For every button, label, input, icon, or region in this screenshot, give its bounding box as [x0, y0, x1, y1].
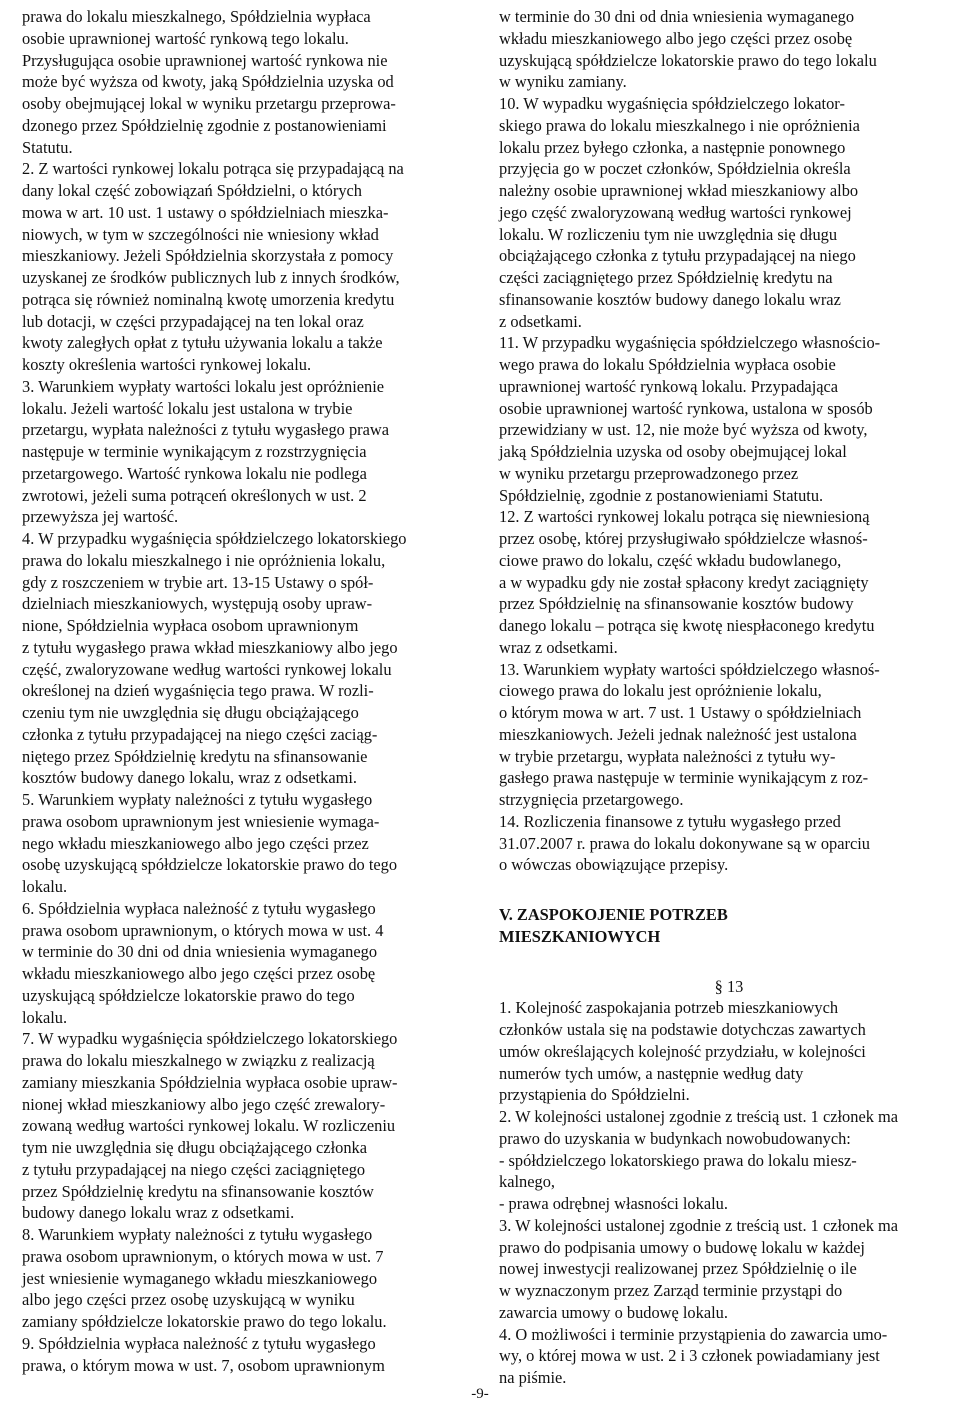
page-number: -9- — [471, 1386, 489, 1402]
left-column-line: część, zwaloryzowane według wartości rynkowej lokalu — [22, 659, 392, 679]
left-column-line: zamiany mieszkania Spółdzielnia wypłaca osobie upraw- — [22, 1072, 398, 1092]
section-heading-line-2: MIESZKANIOWYCH — [499, 926, 661, 946]
left-column-line: 6. Spółdzielnia wypłaca należność z tytułu wygasłego — [22, 898, 376, 918]
left-column-line: z tytułu przypadającej na niego części zaciągniętego — [22, 1159, 366, 1179]
left-column-line: może być wyższa od kwoty, jaką Spółdzielnia uzyska od — [22, 72, 394, 92]
right-column-a-line: przewidziany w ust. 12, nie może być wyższa od kwoty, — [499, 420, 868, 440]
left-column-line: przetargu, wypłata należności z tytułu wygasłego prawa — [22, 420, 389, 440]
right-column-a-line: uprawnionej wartość rynkową lokalu. Przypadająca — [499, 376, 839, 396]
left-column-line: 4. W przypadku wygaśnięcia spółdzielczego lokatorskiego — [22, 529, 407, 548]
right-column-a-line: 11. W przypadku wygaśnięcia spółdzielczego własnościo- — [499, 333, 881, 353]
left-column-line: lokalu. Jeżeli wartość lokalu jest ustalona w trybie — [22, 398, 353, 418]
left-column-line: lokalu. — [22, 877, 68, 896]
right-column — [499, 6, 939, 1389]
left-column-line: koszty określenia wartości rynkowej lokalu. — [22, 355, 312, 374]
left-column-line: następuje w terminie wynikającym z rozstrzygnięcia — [22, 442, 367, 461]
right-column-a-line: ciowego prawa do lokalu jest opróżnienie lokalu, — [499, 681, 822, 701]
right-column-a-line: uzyskującą spółdzielcze lokatorskie prawo do tego lokalu — [499, 50, 877, 70]
left-column-line: mowa w art. 10 ust. 1 ustawy o spółdzielniach mieszka- — [22, 202, 389, 222]
left-column-line: 7. W wypadku wygaśnięcia spółdzielczego lokatorskiego — [22, 1029, 398, 1049]
right-column-a-line: należny osobie uprawnionej wkład mieszkaniowy albo — [499, 181, 859, 200]
left-column-line: mieszkaniowy. Jeżeli Spółdzielnia skorzystała z pomocy — [22, 246, 394, 266]
left-column-line: prawa do lokalu mieszkalnego w związku z realizacją — [22, 1051, 375, 1070]
left-column-line: 8. Warunkiem wypłaty należności z tytułu wygasłego — [22, 1225, 373, 1244]
left-column-line: gdy z roszczeniem w trybie art. 13-15 Ustawy o spół- — [22, 572, 374, 592]
right-column-a-line: 12. Z wartości rynkowej lokalu potrąca się niewniesioną — [499, 507, 870, 527]
left-column-line: osobę uzyskującą spółdzielcze lokatorskie prawo do tego — [22, 855, 398, 875]
right-column-b-line: wy, o której mowa w ust. 2 i 3 członek powiadamiany jest — [499, 1346, 880, 1366]
left-column-line: zwrotowi, jeżeli suma potrąceń określonych w ust. 2 — [22, 485, 367, 505]
left-column-line: nego wkładu mieszkaniowego albo jego części przez — [22, 833, 369, 853]
right-column-b-line: numerów tych umów, a następnie według daty — [499, 1063, 804, 1083]
left-column-line: prawa, o którym mowa w ust. 7, osobom uprawnionym — [22, 1355, 385, 1375]
left-column-line: jest wniesienie wymaganego wkładu mieszkaniowego — [22, 1268, 378, 1288]
left-column-line: dzonego przez Spółdzielnię zgodnie z postanowieniami — [22, 115, 387, 135]
left-column-line: zamiany spółdzielcze lokatorskie prawo do tego lokalu. — [22, 1312, 387, 1331]
right-column-a-line: osobie uprawnionej wartość rynkowa, ustalona w sposób — [499, 398, 873, 418]
left-column-line: 3. Warunkiem wypłaty wartości lokalu jest opróżnienie — [22, 376, 385, 396]
right-column-b-line: 4. O możliwości i terminie przystąpienia do zawarcia umo- — [499, 1324, 888, 1344]
left-column-line: członka z tytułu przypadającej na niego części zaciąg- — [22, 724, 378, 744]
right-column-a-line: skiego prawa do lokalu mieszkalnego i nie opróżnienia — [499, 115, 860, 135]
left-column-line: z tytułu wygasłego prawa wkład mieszkaniowy albo jego — [22, 637, 398, 657]
right-column-a-line: jaką Spółdzielnia uzyska od osoby obejmującej lokal — [499, 442, 847, 461]
right-column-a-line: mieszkaniowych. Jeżeli jednak należność jest ustalona — [499, 724, 857, 744]
right-column-part-b — [499, 997, 939, 1389]
left-column-line: dany lokal część zobowiązań Spółdzielni, o których — [22, 181, 362, 200]
right-column-b-line: zawarcia umowy o budowę lokalu. — [499, 1302, 728, 1322]
right-column-b-line: na piśmie. — [499, 1368, 567, 1387]
left-column-line: nionej wkład mieszkaniowy albo jego część zrewalory- — [22, 1094, 386, 1114]
left-column-line: 2. Z wartości rynkowej lokalu potrąca się przypadającą na — [22, 159, 404, 179]
left-column-line: prawa osobom uprawnionym, o których mowa w ust. 7 — [22, 1246, 384, 1266]
left-column-line: kwoty zaległych opłat z tytułu używania lokalu a także — [22, 333, 383, 353]
left-column-line: uzyskanej ze środków publicznych lub z innych środków, — [22, 268, 400, 287]
left-column-line: w terminie do 30 dni od dnia wniesienia wymaganego — [22, 942, 378, 962]
left-column-line: przewyższa jej wartość. — [22, 507, 179, 527]
left-column-line: wkładu mieszkaniowego albo jego części przez osobę — [22, 964, 376, 983]
right-column-a-line: gasłego prawa następuje w terminie wynikającym z roz- — [499, 768, 869, 788]
section-sign: § 13 — [714, 976, 744, 996]
left-column-line: lub dotacji, w części przypadającej na ten lokal oraz — [22, 311, 364, 331]
right-column-a-line: lokalu przez byłego członka, a następnie ponownego — [499, 137, 846, 157]
right-column-b-line: w wyznaczonym przez Zarząd terminie przystąpi do — [499, 1281, 843, 1300]
left-column-line: nione, Spółdzielnia wypłaca osobom uprawnionym — [22, 616, 359, 635]
right-column-b-line: - spółdzielczego lokatorskiego prawa do lokalu miesz- — [499, 1150, 857, 1170]
right-column-a-line: jego część zwaloryzowaną według wartości rynkowej — [499, 202, 852, 222]
left-column-line: kosztów budowy danego lokalu, wraz z odsetkami. — [22, 768, 358, 788]
right-column-a-line: sfinansowanie kosztów budowy danego lokalu wraz — [499, 289, 841, 309]
right-column-a-line: przyjęcia go w poczet członków, Spółdzielnia określa — [499, 159, 851, 179]
right-column-a-line: wego prawa do lokalu Spółdzielnia wypłaca osobie — [499, 355, 836, 374]
left-column-line: tym nie uwzględnia się długu obciążającego członka — [22, 1138, 367, 1157]
left-column-line: prawa osobom uprawnionym jest wniesienie wymaga- — [22, 811, 380, 831]
right-column-a-line: obciążającego członka z tytułu przypadającej na niego — [499, 246, 856, 266]
right-column-a-line: o wówczas obowiązujące przepisy. — [499, 855, 729, 875]
right-column-b-line: członków ustala się na podstawie dotychczas zawartych — [499, 1020, 866, 1039]
right-column-b-line: nowej inwestycji realizowanej przez Spółdzielnię o ile — [499, 1259, 857, 1279]
right-column-b-line: prawo do uzyskania w budynkach nowobudowanych: — [499, 1128, 851, 1148]
right-column-a-line: wkładu mieszkaniowego albo jego części przez osobę — [499, 28, 853, 48]
right-column-b-line: 1. Kolejność zaspokajania potrzeb mieszkaniowych — [499, 998, 839, 1018]
right-column-a-line: w trybie przetargu, wypłata należności z tytułu wy- — [499, 746, 836, 766]
right-column-b-line: - prawa odrębnej własności lokalu. — [499, 1194, 728, 1213]
right-column-a-line: przez osobę, której przysługiwało spółdzielcze własnoś- — [499, 529, 868, 548]
right-column-a-line: a w wypadku gdy nie został spłacony kredyt zaciągnięty — [499, 572, 869, 592]
left-column-line: budowy danego lokalu wraz z odsetkami. — [22, 1203, 295, 1223]
left-column-line: 5. Warunkiem wypłaty należności z tytułu wygasłego — [22, 790, 373, 809]
section-heading — [499, 904, 939, 948]
right-column-a-line: o którym mowa w art. 7 ust. 1 Ustawy o spółdzielniach — [499, 703, 862, 722]
right-column-b-line: umów określających kolejność przydziału, w kolejności — [499, 1041, 866, 1061]
left-column-line: niętego przez Spółdzielnię kredytu na sfinansowanie — [22, 746, 368, 766]
right-column-part-a — [499, 6, 939, 876]
right-column-b-line: kalnego, — [499, 1172, 555, 1192]
left-column-line: 9. Spółdzielnia wypłaca należność z tytułu wygasłego — [22, 1333, 376, 1353]
right-column-b-line: przystąpienia do Spółdzielni. — [499, 1085, 690, 1105]
left-column-line: albo jego części przez osobę uzyskującą w wyniku — [22, 1290, 355, 1310]
right-column-a-line: 10. W wypadku wygaśnięcia spółdzielczego lokator- — [499, 94, 845, 113]
right-column-a-line: 13. Warunkiem wypłaty wartości spółdzielczego własnoś- — [499, 659, 880, 679]
left-column-line: Przysługująca osobie uprawnionej wartość rynkowa nie — [22, 50, 388, 70]
left-column — [22, 6, 462, 1376]
left-column-line: niowych, w tym w szczególności nie wniesiony wkład — [22, 224, 379, 244]
left-column-line: potrąca się również nominalną kwotę umorzenia kredytu — [22, 289, 395, 309]
left-column-line: czeniu tym nie uwzględnia się długu obciążającego — [22, 703, 359, 722]
right-column-a-line: danego lokalu – potrąca się kwotę niespłaconego kredytu — [499, 616, 875, 635]
right-column-a-line: lokalu. W rozliczeniu tym nie uwzględnia się długu — [499, 224, 838, 244]
right-column-a-line: 31.07.2007 r. prawa do lokalu dokonywane są w oparciu — [499, 833, 870, 853]
right-column-a-line: 14. Rozliczenia finansowe z tytułu wygasłego przed — [499, 811, 841, 831]
left-column-line: osoby obejmującej lokal w wyniku przetargu przeprowa- — [22, 94, 396, 113]
right-column-a-line: części zaciągniętego przez Spółdzielnię kredytu na — [499, 268, 833, 287]
left-column-line: prawa osobom uprawnionym, o których mowa w ust. 4 — [22, 920, 384, 940]
right-column-a-line: strzygnięcia przetargowego. — [499, 790, 684, 809]
left-column-line: Statutu. — [22, 137, 73, 157]
right-column-b-line: 2. W kolejności ustalonej zgodnie z treścią ust. 1 członek ma — [499, 1107, 899, 1126]
left-column-line: zowaną według wartości rynkowej lokalu. W rozliczeniu — [22, 1116, 396, 1136]
right-column-a-line: ciowe prawo do lokalu, część wkładu budowlanego, — [499, 550, 842, 570]
left-column-line: uzyskującą spółdzielcze lokatorskie prawo do tego — [22, 985, 355, 1005]
left-column-line: przetargowego. Wartość rynkowa lokalu nie podlega — [22, 463, 367, 483]
right-column-a-line: przez Spółdzielnię na sfinansowanie kosztów budowy — [499, 594, 854, 614]
left-column-line: prawa do lokalu mieszkalnego, Spółdzielnia wypłaca — [22, 7, 371, 26]
right-column-a-line: w wyniku przetargu przeprowadzonego przez — [499, 463, 799, 483]
right-column-a-line: wraz z odsetkami. — [499, 637, 618, 657]
right-column-a-line: w terminie do 30 dni od dnia wniesienia wymaganego — [499, 7, 855, 26]
left-column-line: osobie uprawnionej wartość rynkową tego lokalu. — [22, 28, 349, 48]
right-column-b-line: prawo do podpisania umowy o budowę lokalu w każdej — [499, 1237, 865, 1257]
section-heading-line-1: V. ZASPOKOJENIE POTRZEB — [499, 905, 728, 924]
left-column-line: lokalu. — [22, 1007, 68, 1027]
right-column-b-line: 3. W kolejności ustalonej zgodnie z treścią ust. 1 członek ma — [499, 1215, 899, 1235]
left-column-line: dzielniach mieszkaniowych, występują osoby upraw- — [22, 594, 373, 614]
right-column-a-line: Spółdzielnię, zgodnie z postanowieniami Statutu. — [499, 485, 824, 505]
left-column-line: określonej na dzień wygaśnięcia tego prawa. W rozli- — [22, 681, 374, 701]
right-column-a-line: z odsetkami. — [499, 311, 582, 331]
right-column-a-line: w wyniku zamiany. — [499, 72, 627, 92]
left-column-line: przez Spółdzielnię kredytu na sfinansowanie kosztów — [22, 1181, 374, 1201]
left-column-line: prawa do lokalu mieszkalnego i nie opróżnienia lokalu, — [22, 550, 386, 570]
